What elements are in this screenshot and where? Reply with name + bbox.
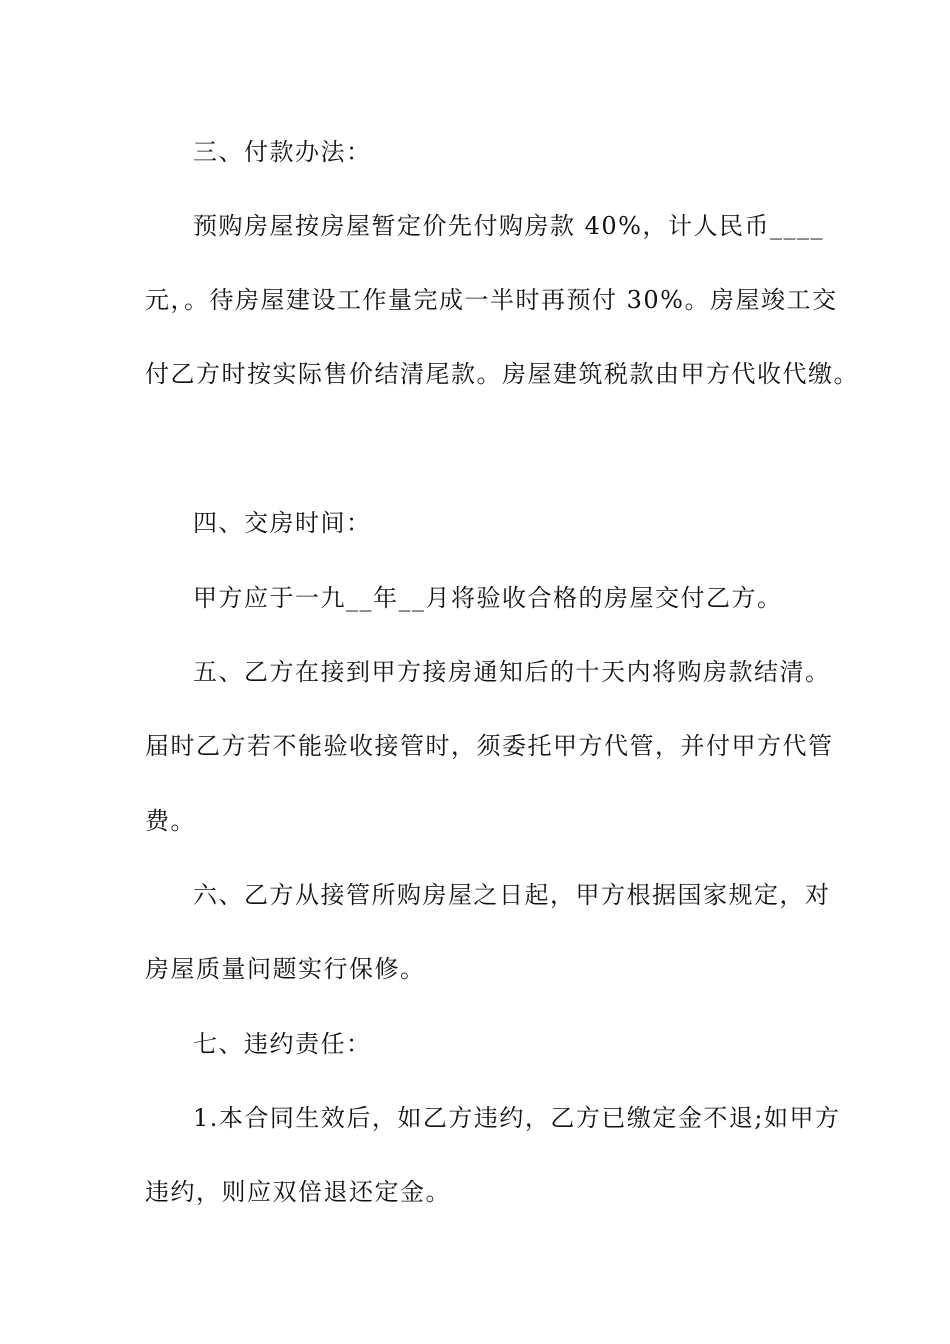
paragraph-line: 预购房屋按房屋暂定价先付购房款 40%，计人民币____ — [193, 212, 824, 240]
section-six-line: 六、乙方从接管所购房屋之日起，甲方根据国家规定，对 — [193, 881, 831, 909]
clause-line: 1.本合同生效后，如乙方违约，乙方已缴定金不退;如甲方 — [193, 1104, 841, 1132]
paragraph-line: 元，。待房屋建设工作量完成一半时再预付 30%。房屋竣工交 — [145, 286, 838, 314]
paragraph-line: 费。 — [145, 807, 196, 835]
section-five-line: 五、乙方在接到甲方接房通知后的十天内将购房款结清。 — [193, 658, 831, 686]
paragraph-line: 甲方应于一九__年__月将验收合格的房屋交付乙方。 — [193, 584, 783, 612]
paragraph-line: 房屋质量问题实行保修。 — [145, 955, 426, 983]
section-heading-delivery: 四、交房时间： — [193, 509, 372, 537]
section-heading-payment: 三、付款办法： — [193, 138, 372, 166]
section-heading-liability: 七、违约责任： — [193, 1030, 372, 1058]
paragraph-line: 届时乙方若不能验收接管时，须委托甲方代管，并付甲方代管 — [145, 732, 834, 760]
paragraph-line: 付乙方时按实际售价结清尾款。房屋建筑税款由甲方代收代缴。 — [145, 360, 859, 388]
paragraph-line: 违约，则应双倍退还定金。 — [145, 1178, 451, 1206]
